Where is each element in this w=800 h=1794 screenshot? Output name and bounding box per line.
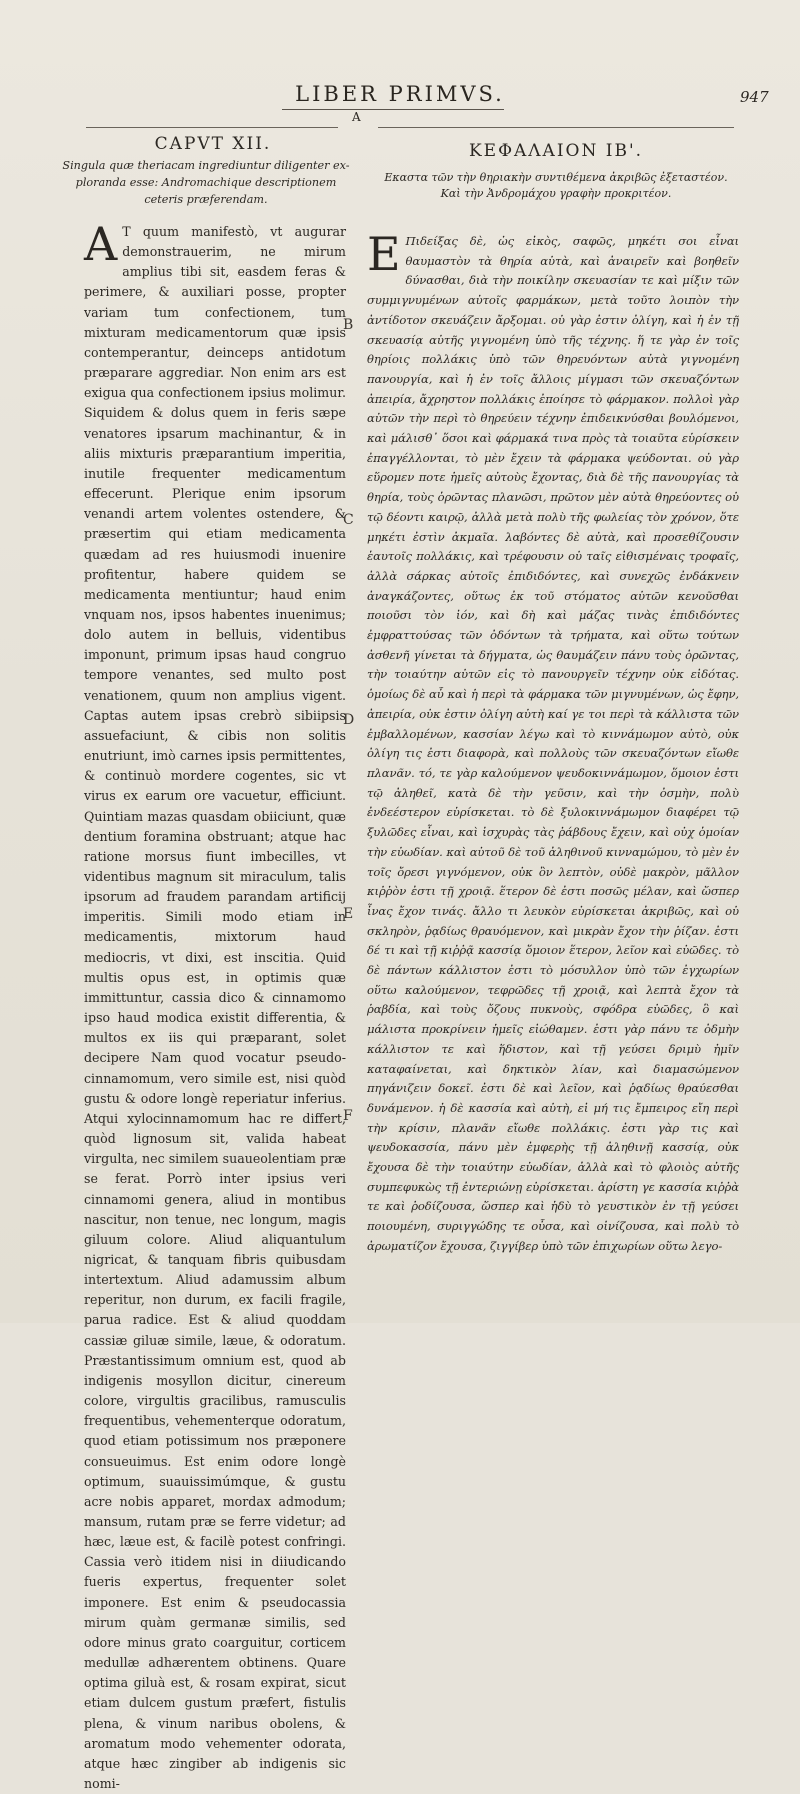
latin-chapter-title: CAPVT XII. <box>154 134 272 154</box>
latin-column-rule <box>86 127 338 128</box>
header-rule <box>282 109 504 110</box>
greek-chapter-subtitle: Εκαστα τῶν τὴν θηριακὴν συντιθέμενα ἀκριβῶς ἐξεταστέον. Καὶ τὴν Ἀνδρομάχου γραφὴν προκριτέον. <box>384 171 728 200</box>
greek-body-text: Πιδείξας δὲ, ὡς εἰκὸς, σαφῶς, μηκέτι σοι εἶναι θαυμαστὸν τὰ θηρία αὐτὰ, καὶ ἀναιρεῖν καὶ βοηθεῖν δύνασθαι, διὰ τὴν ποικίλην σκευασίαν τε καὶ μίξιν τῶν συμμιγνυμένων αὐτοῖς φαρμάκων, μετὰ τοῦτο λοιπὸν τὴν ἀντίδοτον σκευάζειν ἄρξομαι. οὐ γὰρ ἐστιν ὀλίγη, καὶ ἡ ἐν τῇ σκευασίᾳ αὐτῆς γιγνομένη ὑπὸ τῆς τέχνης. ἥ τε γὰρ ἐν τοῖς θηρίοις πολλάκις ὑπὸ τῶν θηρευόντων αὐτὰ γιγνομένη πανουργία, καὶ ἡ ἐν τοῖς ἄλλοις μίγμασι τῶν σκευαζόντων ἀπειρία, ἄχρηστον πολλάκις ἐποίησε τὸ φάρμακον. πολλοὶ γὰρ αὐτῶν τὴν περὶ τὸ θηρεύειν τέχνην ἐπιδεικνύσθαι βουλόμενοι, καὶ μάλισθ᾽ ὅσοι καὶ φάρμακά τινα πρὸς τὰ τοιαῦτα εὑρίσκειν ἐπαγγέλλονται, τὸ μὲν ἔχειν τὰ φάρμακα ψεύδονται. οὐ γὰρ εὕρομεν ποτε ἡμεῖς αὐτοὺς ἔχοντας, διὰ δὲ τῆς πανουργίας τὰ θηρία, τοὺς ὁρῶντας πλανῶσι, πρῶτον μὲν αὐτὰ θηρεύοντες οὐ τῷ δέοντι καιρῷ, ἀλλὰ μετὰ πολὺ τῆς φωλείας τὸν χρόνον, ὅτε μηκέτι ἐστὶν ἀκμαῖα. λαβόντες δὲ αὐτὰ, καὶ προσεθίζουσιν ἑαυτοῖς πολλάκις, καὶ τρέφουσιν οὐ ταῖς εἰθισμέναις τροφαῖς, ἀλλὰ σάρκας αὐτοῖς ἐπιδιδόντες, καὶ συνεχῶς ἐνδάκνειν ἀναγκάζοντες, οὕτως ἐκ τοῦ στόματος αὐτῶν κενοῦσθαι ποιοῦσι τὸν ἰόν, καὶ δὴ καὶ μάζας τινὰς ἐπιδιδόντες ἐμφραττούσας τῶν ὀδόντων τὰ τρήματα, καὶ οὕτω τούτων ἀσθενῆ γίνεται τὰ δήγματα, ὡς θαυμάζειν πάνυ τοὺς ὁρῶντας, τὴν τοιαύτην αὐτῶν εἰς τὸ πανουργεῖν τέχνην οὐκ εἰδότας. ὁμοίως δὲ αὖ καὶ ἡ περὶ τὰ φάρμακα τῶν μιγνυμένων, ὡς ἔφην, ἀπειρία, οὐκ ἐστιν ὀλίγη αὐτὴ καί γε τοι περὶ τὰ κάλλιστα τῶν ἐμβαλλομένων, κασσίαν λέγω καὶ τὸ κιννάμωμον αὐτὸ, οὐκ ὀλίγη τις ἐστι διαφορὰ, καὶ πολλοὺς τῶν σκευαζόντων εἴωθε πλανᾶν. τό, τε γὰρ καλούμενον ψευδοκιννάμωμον, ὅμοιον ἐστι τῷ ἀληθεῖ, κατὰ δὲ τὴν γεῦσιν, καὶ τὴν ὀσμὴν, πολὺ ἐνδεέστερον εὑρίσκεται. τὸ δὲ ξυλοκιννάμωμον διαφέρει τῷ ξυλῶδες εἶναι, καὶ ἰσχυρὰς τὰς ῥάβδους ἔχειν, καὶ οὐχ ὁμοίαν τὴν εὐωδίαν. καὶ αὐτοῦ δὲ τοῦ ἀληθινοῦ κινναμώμου, τὸ μὲν ἐν τοῖς ὄρεσι γιγνόμενον, οὐκ ὂν λεπτὸν, οὐδὲ μακρὸν, μᾶλλον κιῤῥὸν ἐστι τῇ χροιᾷ. ἕτερον δὲ ἐστι ποσῶς μέλαν, καὶ ὥσπερ ἶνας ἔχον τινάς. ἄλλο τι λευκὸν εὑρίσκεται ἀκριβῶς, καὶ οὐ σκληρὸν, ῥᾳδίως θραυόμενον, καὶ μικρὰν ἔχον τὴν ῥίζαν. ἐστι δέ τι καὶ τῇ κιῤῥᾷ κασσίᾳ ὅμοιον ἕτερον, λεῖον καὶ εὐῶδες. τὸ δὲ πάντων κάλλιστον ἐστι τὸ μόσυλλον ὑπὸ τῶν ἐγχωρίων οὕτω καλούμενον, τεφρῶδες τῇ χροιᾷ, καὶ λεπτὰ ἔχον τὰ ῥαβδία, καὶ τοὺς ὄζους πυκνοὺς, σφόδρα εὐῶδες, ὃ καὶ μάλιστα προκρίνειν ἡμεῖς εἰώθαμεν. ἐστι γὰρ πάνυ τε ὀδμὴν κάλλιστον τε καὶ ἥδιστον, καὶ τῇ γεύσει δριμὺ ἡμῖν καταφαίνεται, καὶ δηκτικὸν λίαν, καὶ διαμασώμενον πηγάνιζειν δοκεῖ. ἐστι δὲ καὶ λεῖον, καὶ ῥᾳδίως θραύεσθαι δυνάμενον. ἡ δὲ κασσία καὶ αὐτὴ, εἰ μή τις ἔμπειρος εἴη περὶ τὴν κρίσιν, πλανᾶν εἴωθε πολλάκις. ἐστι γὰρ τις καὶ ψευδοκασσία, πάνυ μὲν ἐμφερὴς τῇ ἀληθινῇ κασσίᾳ, οὐκ ἔχουσα δὲ τὴν τοιαύτην εὐωδίαν, ἀλλὰ καὶ τὸ φλοιὸς αὐτῆς συμπεφυκὼς τῇ ἐντεριώνῃ εὑρίσκεται. ἀρίστη γε κασσία κιῤῥὰ τε καὶ ῥοδίζουσα, ὥσπερ καὶ ἡδὺ τὸ γευστικὸν ἐν τῇ γεύσει ποιουμένη, συριγγώδης τε οὖσα, καὶ οἰνίζουσα, καὶ πολὺ τὸ ἀρωματίζον ἔχουσα, ζιγγίβερ ὑπὸ τῶν ἐπιχωρίων οὕτω λεγο- <box>367 234 739 1253</box>
margin-letter-b: B <box>343 317 354 333</box>
greek-text-column <box>367 227 739 1257</box>
greek-chapter-title: ΚΕΦΑΛΑΙΟΝ ΙΒ'. <box>468 141 644 161</box>
margin-letter-f: F <box>343 1108 353 1124</box>
latin-chapter-subtitle: Singula quæ theriacam ingrediuntur diligenter ex- ploranda esse: Andromachique descriptionem ceteris præferendam. <box>62 159 350 206</box>
section-mark: A <box>352 110 361 124</box>
margin-letter-d: D <box>343 712 355 728</box>
running-head: LIBER PRIMVS. <box>295 82 505 106</box>
greek-column-rule <box>378 127 734 128</box>
margin-letter-e: E <box>343 906 354 922</box>
margin-letter-c: C <box>343 512 354 528</box>
latin-text-column <box>84 217 346 1794</box>
latin-drop-cap: A <box>84 217 118 271</box>
page-number: 947 <box>740 88 769 106</box>
latin-body-text: T quum manifestò, vt augurar demonstrauerim, ne mirum amplius tibi sit, easdem feras & perimere, & auxiliari posse, propter variam tum confectionem, tum mixturam medicamentorum quæ ipsis contemperantur, deinceps antidotum præparare aggrediar. Non enim ars est exigua qua confectionem ipsius molimur. Siquidem & dolus quem in feris sæpe venatores ipsarum machinantur, & in aliis mixturis præparantium imperitia, inutile frequenter medicamentum effecerunt. Plerique enim ipsorum venandi artem volentes ostendere, & præsertim qui etiam medicamenta quædam ad res huiusmodi inuenire profitentur, habere quidem se medicamenta mentiuntur; haud enim vnquam nos, ipsos habentes inuenimus; dolo autem in belluis, videntibus imponunt, primum ipsas haud congruo tempore venantes, sed multo post venationem, quum non amplius vigent. Captas autem ipsas crebrò sibiipsis assuefaciunt, & cibis non solitis enutriunt, imò carnes ipsis permittentes, & continuò mordere cogentes, sic vt virus ex earum ore vacuetur, efficiunt. Quintiam mazas quasdam obiiciunt, quæ dentium foramina obstruant; atque hac ratione morsus fiunt imbecilles, vt videntibus magnum sit miraculum, talis ipsorum ad fraudem parandam artificij imperitis. Simili modo etiam in medicamentis, mixtorum haud mediocris, vt dixi, est inscitia. Quid multis opus est, in optimis quæ immittuntur, cassia dico & cinnamomo ipso haud modica existit differentia, & multos ex iis qui præparant, solet decipere Nam quod vocatur pseudo-cinnamomum, vero simile est, nisi quòd gustu & odore longè reperiatur inferius. Atqui xylocinnamomum hac re differt, quòd lignosum sit, valida habeat virgulta, nec similem suaueolentiam præ se ferat. Porrò inter ipsius veri cinnamomi genera, aliud in montibus nascitur, non tenue, nec longum, magis giluum colore. Aliud aliquantulum nigricat, & tanquam fibris quibusdam intertextum. Aliud adamussim album reperitur, non durum, ex facili fragile, parua radice. Est & aliud quoddam cassiæ giluæ simile, læue, & odoratum. Præstantissimum omnium est, quod ab indigenis mosyllon dicitur, cinereum colore, virgultis gracilibus, ramusculis frequentibus, vehementerque odoratum, quod etiam potissimum nos præponere consueuimus. Est enim odore longè optimum, suauissimúmque, & gustu acre nobis apparet, mordax admodum; mansum, rutam præ se ferre videtur; ad hæc, læue est, & facilè potest confringi. Cassia verò itidem nisi in diiudicando fueris expertus, frequenter solet imponere. Est enim & pseudocassia mirum quàm germanæ similis, sed odore minus grato coarguitur, corticem medullæ adhærentem obtinens. Quare optima giluà est, & rosam expirat, sicut etiam dulcem gustum præfert, fistulis plena, & vinum naribus obolens, & aromatum modo vehementer odorata, atque hæc zingiber ab indigenis sic nomi- <box>84 224 346 1792</box>
greek-drop-cap: Ε <box>367 227 401 281</box>
